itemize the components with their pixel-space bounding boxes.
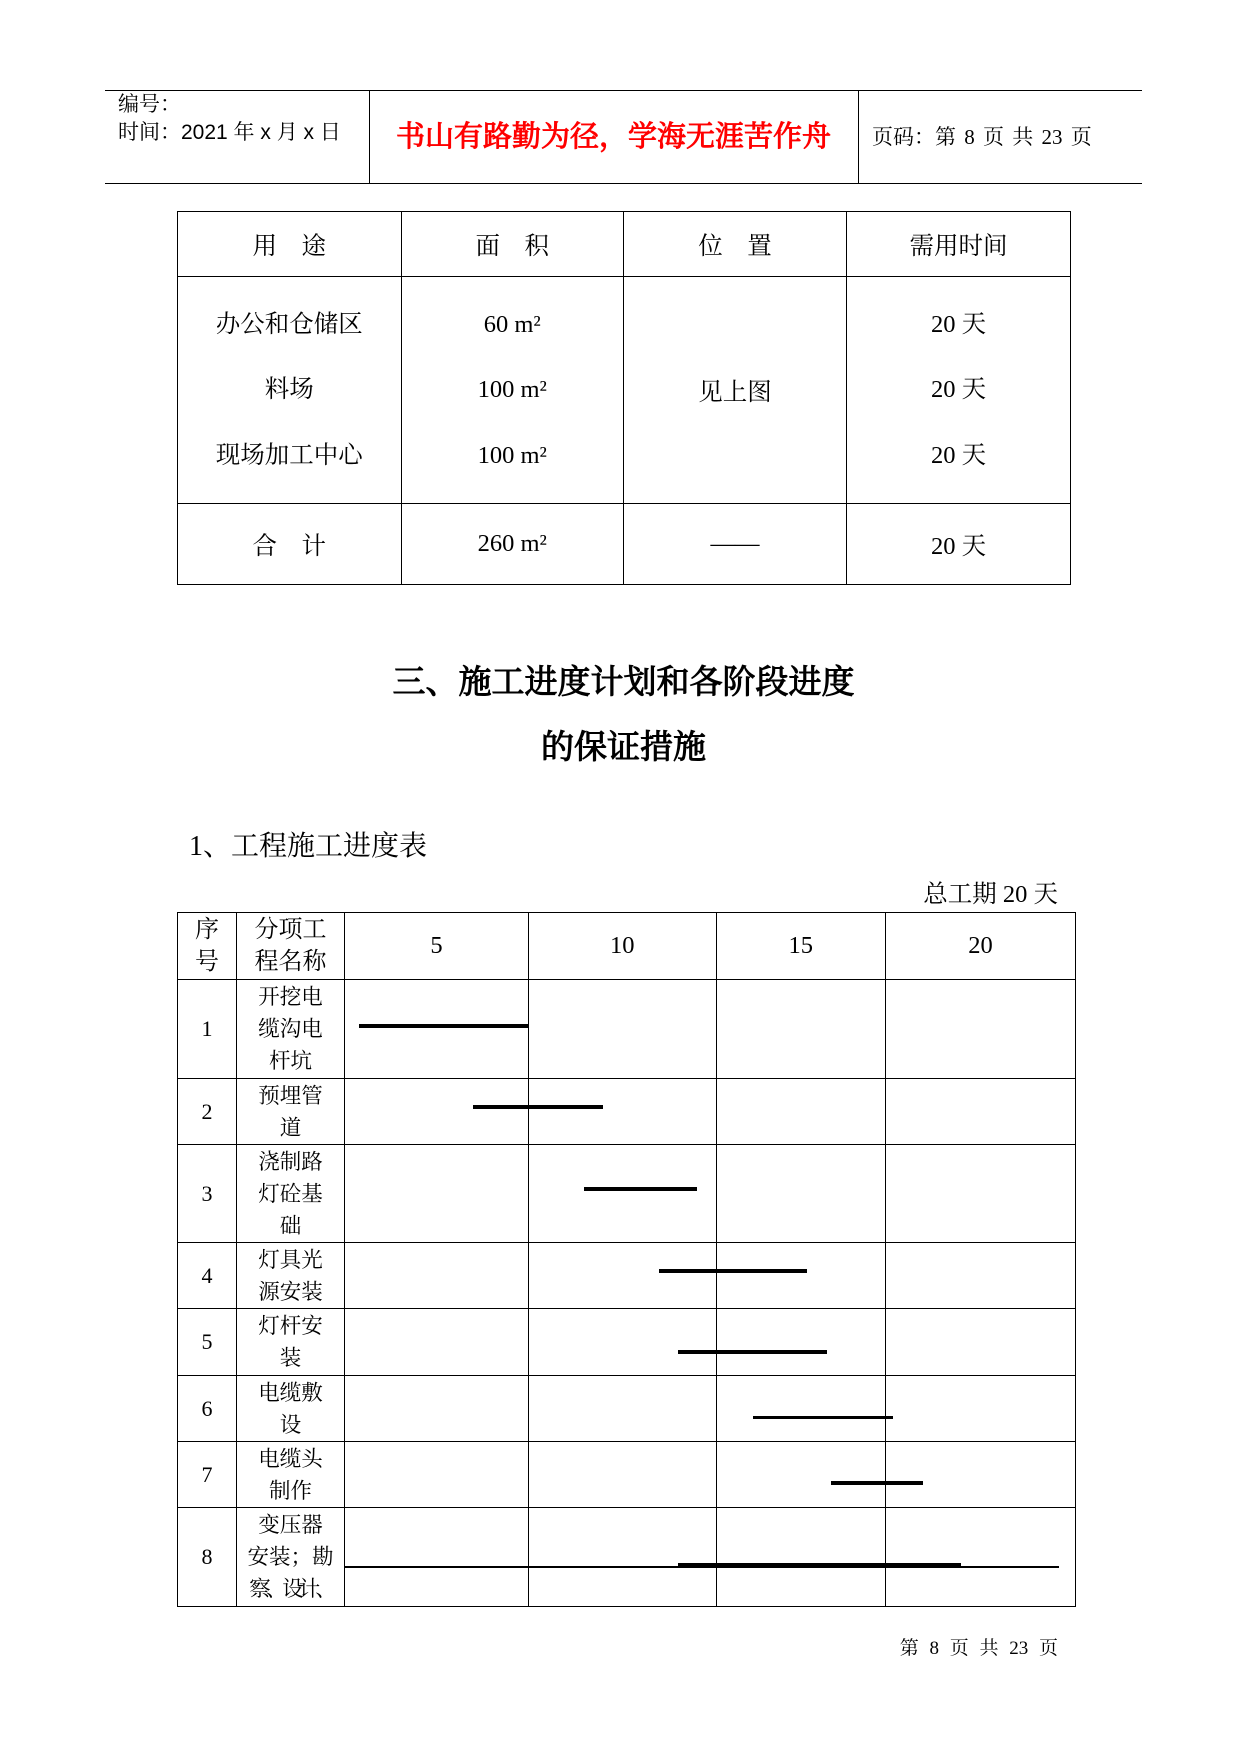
use-cell: 料场 <box>264 376 314 404</box>
location-cell: 见上图 <box>624 277 847 504</box>
area-cell: 100 m² <box>477 441 547 469</box>
header-bottom-rule <box>105 183 1142 184</box>
timeline-cell <box>345 1376 529 1442</box>
task-name-line: 杆坑 <box>268 1049 312 1073</box>
task-name-line: 缆沟电 <box>258 1017 323 1041</box>
use-column <box>178 277 402 504</box>
task-name-line: 灯砼基 <box>258 1181 323 1206</box>
timeline-cell <box>716 980 886 1079</box>
total-location: —— <box>624 504 847 585</box>
timeline-cell <box>529 980 717 1079</box>
task-name <box>237 1145 345 1243</box>
timeline-cell <box>345 980 529 1079</box>
header-text-line: 分项工 <box>254 916 327 943</box>
task-name <box>237 1309 345 1376</box>
table-total-row <box>178 504 1071 585</box>
task-name-line: 开挖电 <box>258 985 323 1009</box>
timeline-cell <box>529 1243 717 1309</box>
section-title <box>105 651 1142 781</box>
task-name-line: 预埋管 <box>258 1083 323 1108</box>
row-number: 8 <box>178 1508 237 1607</box>
schedule-row <box>178 1442 1076 1508</box>
schedule-table <box>177 912 1076 1607</box>
timeline-cell <box>529 1442 717 1508</box>
date-line: 时间：2021 年 x 月 x 日 <box>118 121 341 144</box>
page-indicator: 页码：第 8 页 共 23 页 <box>872 125 1092 149</box>
header-text-line: 序 <box>195 916 219 943</box>
header-area: 面 积 <box>401 212 624 277</box>
header-text-line: 程名称 <box>254 949 327 975</box>
timeline-cell <box>716 1079 886 1145</box>
schedule-row <box>178 1079 1076 1145</box>
task-name-line: 制作 <box>268 1478 312 1503</box>
section-subheading: 1、工程施工进度表 <box>189 831 428 862</box>
timeline-cell <box>886 1079 1076 1145</box>
task-name-line: 源安装 <box>258 1279 323 1304</box>
section-title-line: 的保证措施 <box>541 730 706 766</box>
timeline-cell <box>345 1309 529 1376</box>
item-header <box>237 913 345 980</box>
period-header: 15 <box>716 913 886 980</box>
period-header: 5 <box>345 913 529 980</box>
row-number: 3 <box>178 1145 237 1243</box>
schedule-row <box>178 1309 1076 1376</box>
page-footer: 第 8 页 共 23 页 <box>899 1638 1058 1659</box>
timeline-cell <box>529 1309 717 1376</box>
serial-number-label: 编号： <box>118 93 181 116</box>
time-cell: 20 天 <box>930 376 987 404</box>
timeline-cell <box>886 1243 1076 1309</box>
row-number: 2 <box>178 1079 237 1145</box>
task-name <box>237 1442 345 1508</box>
area-column <box>401 277 624 504</box>
timeline-cell <box>716 1508 886 1607</box>
header-text-line: 号 <box>195 949 219 975</box>
schedule-row <box>178 1376 1076 1442</box>
timeline-cell <box>529 1376 717 1442</box>
task-name-line: 灯杆安 <box>258 1314 323 1338</box>
task-name-line: 变压器 <box>258 1513 323 1537</box>
period-header: 20 <box>886 913 1076 980</box>
total-time: 20 天 <box>847 504 1071 585</box>
task-name <box>237 1508 345 1607</box>
task-name <box>237 1376 345 1442</box>
timeline-cell <box>529 1145 717 1243</box>
task-name-line: 道 <box>279 1115 302 1140</box>
row-number: 4 <box>178 1243 237 1309</box>
timeline-cell <box>886 1376 1076 1442</box>
index-header <box>178 913 237 980</box>
table-body-row <box>178 277 1071 504</box>
schedule-row <box>178 1145 1076 1243</box>
schedule-row <box>178 980 1076 1079</box>
timeline-cell <box>886 1508 1076 1607</box>
table-header-row <box>178 212 1071 277</box>
section-title-line: 三、施工进度计划和各阶段进度 <box>392 665 855 701</box>
task-name-line: 浇制路 <box>258 1149 323 1174</box>
schedule-header-row <box>178 913 1076 980</box>
total-area: 260 m² <box>401 504 624 585</box>
period-header: 10 <box>529 913 717 980</box>
row-number: 7 <box>178 1442 237 1508</box>
header-time: 需用时间 <box>847 212 1071 277</box>
time-column <box>847 277 1071 504</box>
task-name <box>237 980 345 1079</box>
timeline-cell <box>886 1442 1076 1508</box>
task-name-line: 电缆敷 <box>258 1380 323 1405</box>
timeline-cell <box>716 1309 886 1376</box>
timeline-cell <box>345 1079 529 1145</box>
row-number: 1 <box>178 980 237 1079</box>
timeline-cell <box>886 1145 1076 1243</box>
timeline-cell <box>345 1145 529 1243</box>
schedule-row <box>178 1508 1076 1607</box>
task-name <box>237 1079 345 1145</box>
task-name-line: 装 <box>279 1346 302 1370</box>
task-name-line: 电缆头 <box>258 1446 323 1471</box>
area-cell: 100 m² <box>477 376 547 404</box>
timeline-cell <box>716 1376 886 1442</box>
header-use: 用 途 <box>178 212 402 277</box>
motto: 书山有路勤为径，学海无涯苦作舟 <box>395 121 831 153</box>
timeline-cell <box>345 1508 529 1607</box>
schedule-row <box>178 1243 1076 1309</box>
use-cell: 现场加工中心 <box>215 441 363 469</box>
header-location: 位 置 <box>624 212 847 277</box>
task-name-line: 设 <box>279 1412 302 1437</box>
timeline-cell <box>345 1442 529 1508</box>
total-label: 合 计 <box>178 504 402 585</box>
use-cell: 办公和仓储区 <box>215 310 363 338</box>
header-meta <box>118 91 341 147</box>
task-name-line: 安装；勘 <box>247 1545 334 1569</box>
timeline-cell <box>716 1442 886 1508</box>
total-duration-label: 总工期 20 天 <box>923 881 1058 908</box>
timeline-cell <box>886 1309 1076 1376</box>
task-name-line: 察、设计、 <box>249 1577 332 1601</box>
task-name <box>237 1243 345 1309</box>
timeline-cell <box>345 1243 529 1309</box>
area-cell: 60 m² <box>483 310 541 338</box>
site-usage-table <box>177 211 1071 585</box>
timeline-cell <box>529 1079 717 1145</box>
timeline-cell <box>886 980 1076 1079</box>
header-divider <box>858 90 859 183</box>
timeline-cell <box>529 1508 717 1607</box>
time-cell: 20 天 <box>930 310 987 338</box>
time-cell: 20 天 <box>930 441 987 469</box>
task-name-line: 础 <box>279 1213 302 1238</box>
timeline-cell <box>716 1243 886 1309</box>
row-number: 5 <box>178 1309 237 1376</box>
timeline-cell <box>716 1145 886 1243</box>
row-number: 6 <box>178 1376 237 1442</box>
task-name-line: 灯具光 <box>258 1247 323 1272</box>
